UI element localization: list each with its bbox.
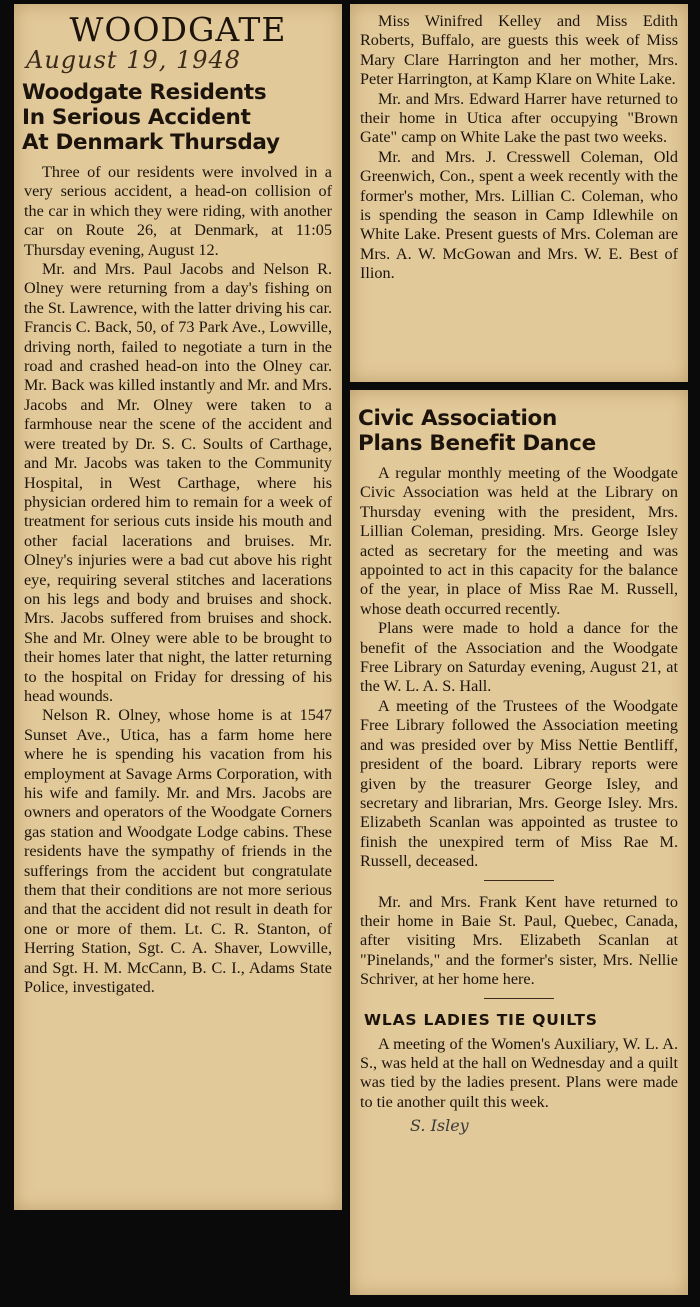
civic-headline-line-2: Plans Benefit Dance bbox=[358, 431, 596, 456]
kent-paragraph: Mr. and Mrs. Frank Kent have returned to their home in Baie St. Paul, Quebec, Canada, after visiting Mrs. Elizabeth Scanlan at "Pinelands," and the former's sister, Mrs. Nellie Schriver, at her home here. bbox=[360, 892, 678, 989]
accident-article-clipping bbox=[14, 4, 342, 1210]
kent-note-body bbox=[360, 893, 678, 990]
social-note-paragraph: Mr. and Mrs. J. Cresswell Coleman, Old Greenwich, Con., spent a week recently with the former's mother, Mrs. Lillian C. Coleman, who is spending the season in Camp Idlewhile on White Lake. Present guests of Mrs. Coleman are Mrs. A. W. McGowan and Mrs. W. E. Best of Ilion. bbox=[360, 147, 678, 283]
social-note-paragraph: Mr. and Mrs. Edward Harrer have returned to their home in Utica after occupying "Brown Gate" camp on White Lake the past two weeks. bbox=[360, 89, 678, 147]
civic-headline bbox=[358, 406, 680, 456]
section-divider bbox=[484, 880, 554, 881]
headline-line-1: Woodgate Residents bbox=[22, 80, 267, 105]
quilts-paragraph: A meeting of the Women's Auxiliary, W. L. A. S., was held at the hall on Wednesday and a quilt was tied by the ladies present. Plans were made to tie another quilt this week. bbox=[360, 1034, 678, 1111]
civic-headline-line-1: Civic Association bbox=[358, 406, 558, 431]
civic-article-body bbox=[360, 464, 678, 872]
article-paragraph: Three of our residents were involved in a very serious accident, a head-on collision of the car in which they were riding, with another car on Route 26, at Denmark, at 11:05 Thursday evening, August 12. bbox=[24, 163, 332, 259]
headline-line-3: At Denmark Thursday bbox=[22, 130, 280, 155]
article-paragraph: Nelson R. Olney, whose home is at 1547 Sunset Ave., Utica, has a farm home here where he is spending his vacation from his employment at Savage Arms Corporation, with his wife and family. Mr. and Mrs. Jacobs are owners and operators of the Woodgate Corners gas station and Woodgate Lodge cabins. These residents have the sympathy of friends in the sufferings from the accident but congratulate them that their conditions are not more serious and that the accident did not result in death for one or more of them. Lt. C. R. Stanton, of Herring Station, Sgt. C. A. Shaver, Lowville, and Sgt. H. M. McCann, B. C. I., Adams State Police, investigated. bbox=[24, 706, 332, 997]
section-divider bbox=[484, 998, 554, 999]
accident-article-body bbox=[24, 163, 332, 997]
civic-association-clipping bbox=[350, 390, 688, 1295]
civic-paragraph: A meeting of the Trustees of the Woodgate Free Library followed the Association meeting and was presided over by Miss Nettie Bentliff, president of the board. Library reports were given by the treasurer George Isley, and secretary and librarian, Mrs. George Isley. Mrs. Elizabeth Scanlan was appointed as trustee to finish the unexpired term of Miss Rae M. Russell, deceased. bbox=[360, 696, 678, 871]
quilts-subheading: WLAS LADIES TIE QUILTS bbox=[364, 1010, 598, 1029]
handwritten-date: August 19, 1948 bbox=[26, 46, 242, 74]
handwritten-signature: S. Isley bbox=[410, 1116, 469, 1136]
masthead-title: WOODGATE bbox=[69, 10, 287, 49]
civic-paragraph: Plans were made to hold a dance for the benefit of the Association and the Woodgate Free Library on Saturday evening, August 21, at the W. L. A. S. Hall. bbox=[360, 619, 678, 696]
social-notes-clipping bbox=[350, 4, 688, 382]
accident-headline bbox=[22, 80, 334, 155]
social-note-paragraph: Miss Winifred Kelley and Miss Edith Roberts, Buffalo, are guests this week of Miss Mary Clare Harrington and her mother, Mrs. Peter Harrington, at Kamp Klare on White Lake. bbox=[360, 12, 678, 89]
quilts-article-body bbox=[360, 1035, 678, 1113]
article-paragraph: Mr. and Mrs. Paul Jacobs and Nelson R. Olney were returning from a day's fishing on the St. Lawrence, with the latter driving his car. Francis C. Back, 50, of 73 Park Ave., Lowville, driving north, failed to negotiate a turn in the road and crashed head-on into the Olney car. Mr. Back was killed instantly and Mr. and Mrs. Jacobs and Mr. Olney were taken to a farmhouse near the scene of the accident and were treated by Dr. S. C. Soults of Carthage, and Mr. Jacobs was taken to the Community Hospital, in West Carthage, where his physician ordered him to remain for a week of treatment for serious cuts inside his mouth and other facial lacerations and bruises. Mr. Olney's injuries were a bad cut above his right eye, requiring several stitches and lacerations on his legs and body and bruises and shock. Mrs. Jacobs suffered from bruises and shock. She and Mr. Olney were able to be brought to their homes later that night, the latter returning to the hospital on Friday for dressing of his head wounds. bbox=[24, 260, 332, 705]
civic-paragraph: A regular monthly meeting of the Woodgate Civic Association was held at the Library on Thursday evening with the president, Mrs. Lillian Coleman, presiding. Mrs. George Isley acted as secretary for the meeting and was appointed to act in this capacity for the balance of the year, in place of Miss Rae M. Russell, whose death occurred recently. bbox=[360, 464, 678, 618]
social-notes-body bbox=[360, 12, 678, 284]
headline-line-2: In Serious Accident bbox=[22, 105, 251, 130]
